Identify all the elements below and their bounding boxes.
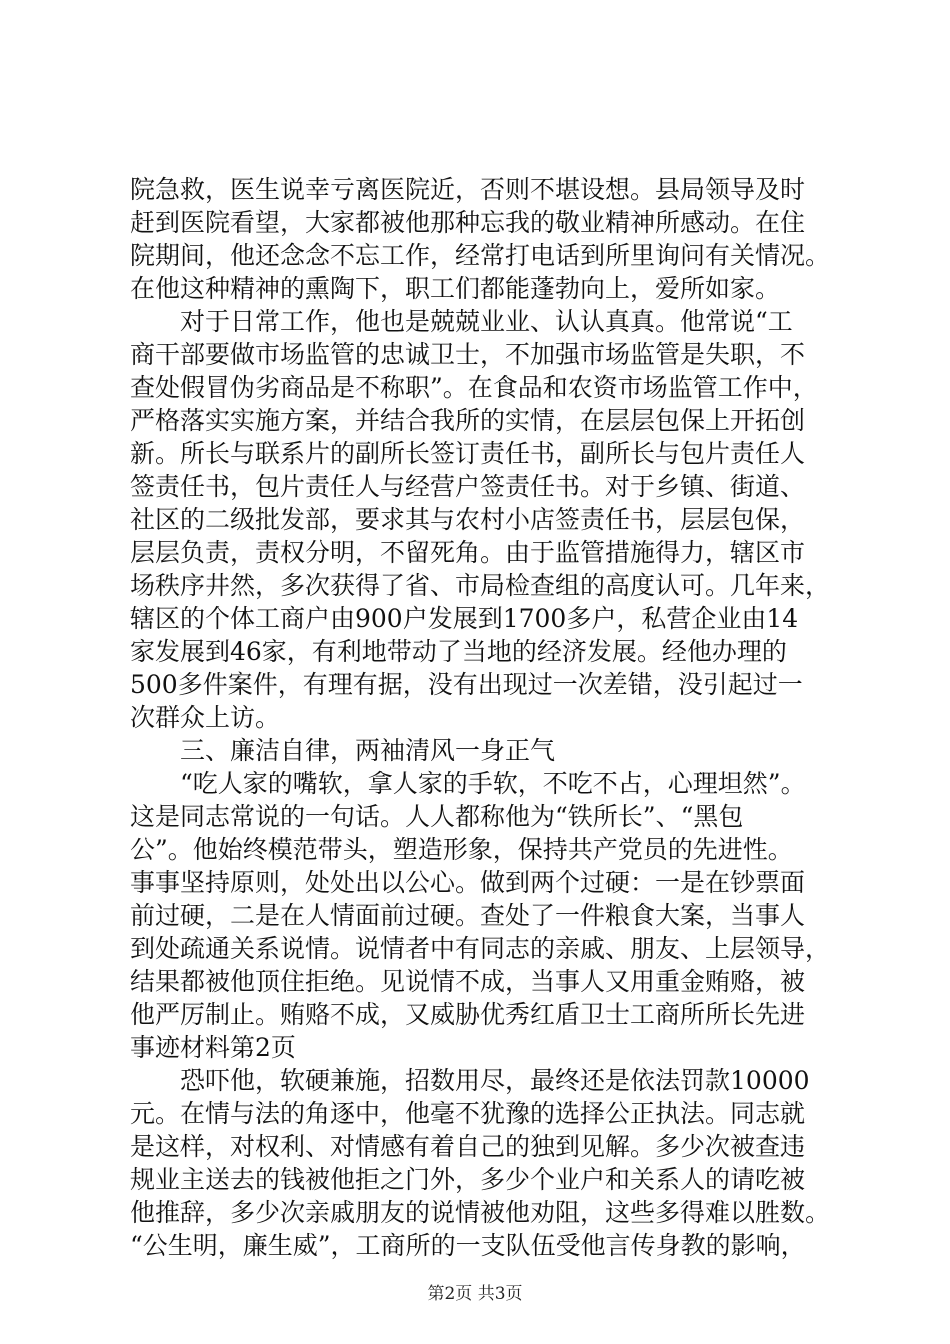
body-line: 公”。他始终模范带头，塑造形象，保持共产党员的先进性。 — [130, 835, 793, 864]
body-line: 院急救，医生说幸亏离医院近，否则不堪设想。县局领导及时 — [130, 175, 806, 204]
section-heading: 三、廉洁自律，两袖清风一身正气 — [130, 736, 556, 765]
body-line: 场秩序井然，多次获得了省、市局检查组的高度认可。几年来， — [130, 571, 831, 600]
body-line: 商干部要做市场监管的忠诚卫士，不加强市场监管是失职，不 — [130, 340, 806, 369]
body-line: 签责任书，包片责任人与经营户签责任书。对于乡镇、街道、 — [130, 472, 806, 501]
body-line: 规业主送去的钱被他拒之门外，多少个业户和关系人的请吃被 — [130, 1165, 806, 1194]
body-line: 在他这种精神的熏陶下，职工们都能蓬勃向上，爱所如家。 — [130, 274, 781, 303]
body-line: 元。在情与法的角逐中，他毫不犹豫的选择公正执法。同志就 — [130, 1099, 806, 1128]
body-line: 新。所长与联系片的副所长签订责任书，副所长与包片责任人 — [130, 439, 806, 468]
body-line: 家发展到46家，有利地带动了当地的经济发展。经他办理的 — [130, 637, 787, 666]
body-line: 对于日常工作，他也是兢兢业业、认认真真。他常说“工 — [130, 307, 793, 336]
body-line: 他推辞，多少次亲戚朋友的说情被他劝阻，这些多得难以胜数。 — [130, 1198, 831, 1227]
body-line: “公生明，廉生威”，工商所的一支队伍受他言传身教的影响， — [130, 1231, 806, 1260]
body-line: 次群众上访。 — [130, 703, 281, 732]
body-line: 社区的二级批发部，要求其与农村小店签责任书，层层包保， — [130, 505, 806, 534]
body-line: 这是同志常说的一句话。人人都称他为“铁所长”、“黑包 — [130, 802, 744, 831]
body-line: 到处疏通关系说情。说情者中有同志的亲戚、朋友、上层领导， — [130, 934, 831, 963]
body-line: 严格落实实施方案，并结合我所的实情，在层层包保上开拓创 — [130, 406, 806, 435]
body-line: 层层负责，责权分明，不留死角。由于监管措施得力，辖区市 — [130, 538, 806, 567]
body-line: 前过硬，二是在人情面前过硬。查处了一件粮食大案，当事人 — [130, 901, 806, 930]
body-line: 恐吓他，软硬兼施，招数用尽，最终还是依法罚款10000 — [130, 1066, 810, 1095]
body-line: 事迹材料第2页 — [130, 1033, 296, 1062]
body-line: 辖区的个体工商户由900户发展到1700多户，私营企业由14 — [130, 604, 799, 633]
body-line: “吃人家的嘴软，拿人家的手软，不吃不占，心理坦然”。 — [130, 769, 806, 798]
body-line: 事事坚持原则，处处出以公心。做到两个过硬：一是在钞票面 — [130, 868, 806, 897]
body-line: 结果都被他顶住拒绝。见说情不成，当事人又用重金贿赂，被 — [130, 967, 806, 996]
body-line: 赶到医院看望，大家都被他那种忘我的敬业精神所感动。在住 — [130, 208, 806, 237]
page-footer: 第2页 共3页 — [427, 1284, 523, 1304]
body-line: 他严厉制止。贿赂不成，又威胁优秀红盾卫士工商所所长先进 — [130, 1000, 806, 1029]
body-line: 院期间，他还念念不忘工作，经常打电话到所里询问有关情况。 — [130, 241, 831, 270]
body-line: 查处假冒伪劣商品是不称职”。在食品和农资市场监管工作中， — [130, 373, 818, 402]
body-line: 是这样，对权利、对情感有着自己的独到见解。多少次被查违 — [130, 1132, 806, 1161]
body-line: 500多件案件，有理有据，没有出现过一次差错，没引起过一 — [130, 670, 803, 699]
